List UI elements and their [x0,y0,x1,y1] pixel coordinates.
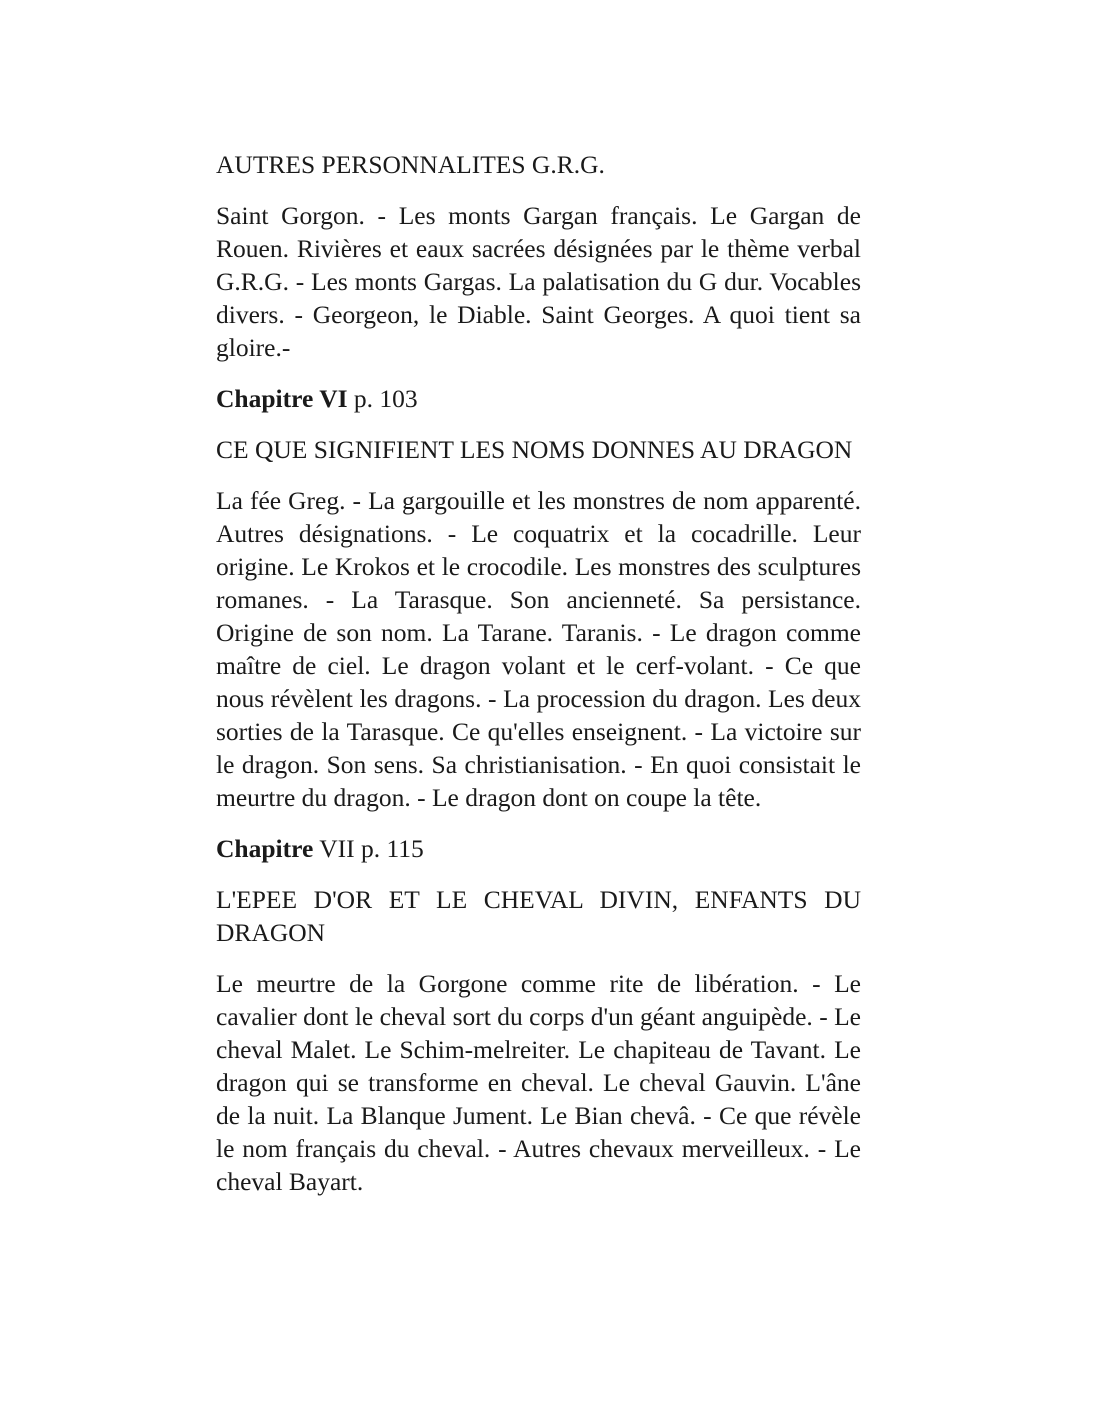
chapter-label-vi-bold: Chapitre VI [216,384,348,413]
chapter-label-vi-page: p. 103 [347,384,418,413]
section-summary-autres-personnalites: Saint Gorgon. - Les monts Gargan français. Le Gargan de Rouen. Rivières et eaux sacrées désignées par le thème verbal G.R.G. - Les monts Gargas. La palatisation du G dur. Vocables divers. - Georgeon, le Diable. Saint Georges. A quoi tient sa gloire.- [216,201,861,362]
chapter-title-vi: CE QUE SIGNIFIENT LES NOMS DONNES AU DRAGON [216,435,853,464]
chapter-label-vii-bold: Chapitre [216,834,314,863]
chapter-label-vi [216,382,861,415]
chapter-summary-vii: Le meurtre de la Gorgone comme rite de libération. - Le cavalier dont le cheval sort du corps d'un géant anguipède. - Le cheval Malet. Le Schim-melreiter. Le chapiteau de Tavant. Le dragon qui se transforme en cheval. Le cheval Gauvin. L'âne de la nuit. La Blanque Jument. Le Bian chevâ. - Ce que révèle le nom français du cheval. - Autres chevaux merveilleux. - Le cheval Bayart. [216,969,861,1196]
chapter-label-vii [216,832,861,865]
section-heading-autres-personnalites: AUTRES PERSONNALITES G.R.G. [216,150,605,179]
chapter-summary-vi: La fée Greg. - La gargouille et les monstres de nom apparenté. Autres désignations. - Le coquatrix et la cocadrille. Leur origine. Le Krokos et le crocodile. Les monstres des sculptures romanes. - La Tarasque. Son ancienneté. Sa persistance. Origine de son nom. La Tarane. Taranis. - Le dragon comme maître de ciel. Le dragon volant et le cerf-volant. - Ce que nous révèlent les dragons. - La procession du dragon. Les deux sorties de la Tarasque. Ce qu'elles enseignent. - La victoire sur le dragon. Son sens. Sa christianisation. - En quoi consistait le meurtre du dragon. - Le dragon dont on coupe la tête. [216,486,861,812]
chapter-title-vii: L'EPEE D'OR ET LE CHEVAL DIVIN, ENFANTS DU DRAGON [216,885,861,947]
chapter-label-vii-page: VII p. 115 [313,834,424,863]
document-page [216,148,861,1216]
